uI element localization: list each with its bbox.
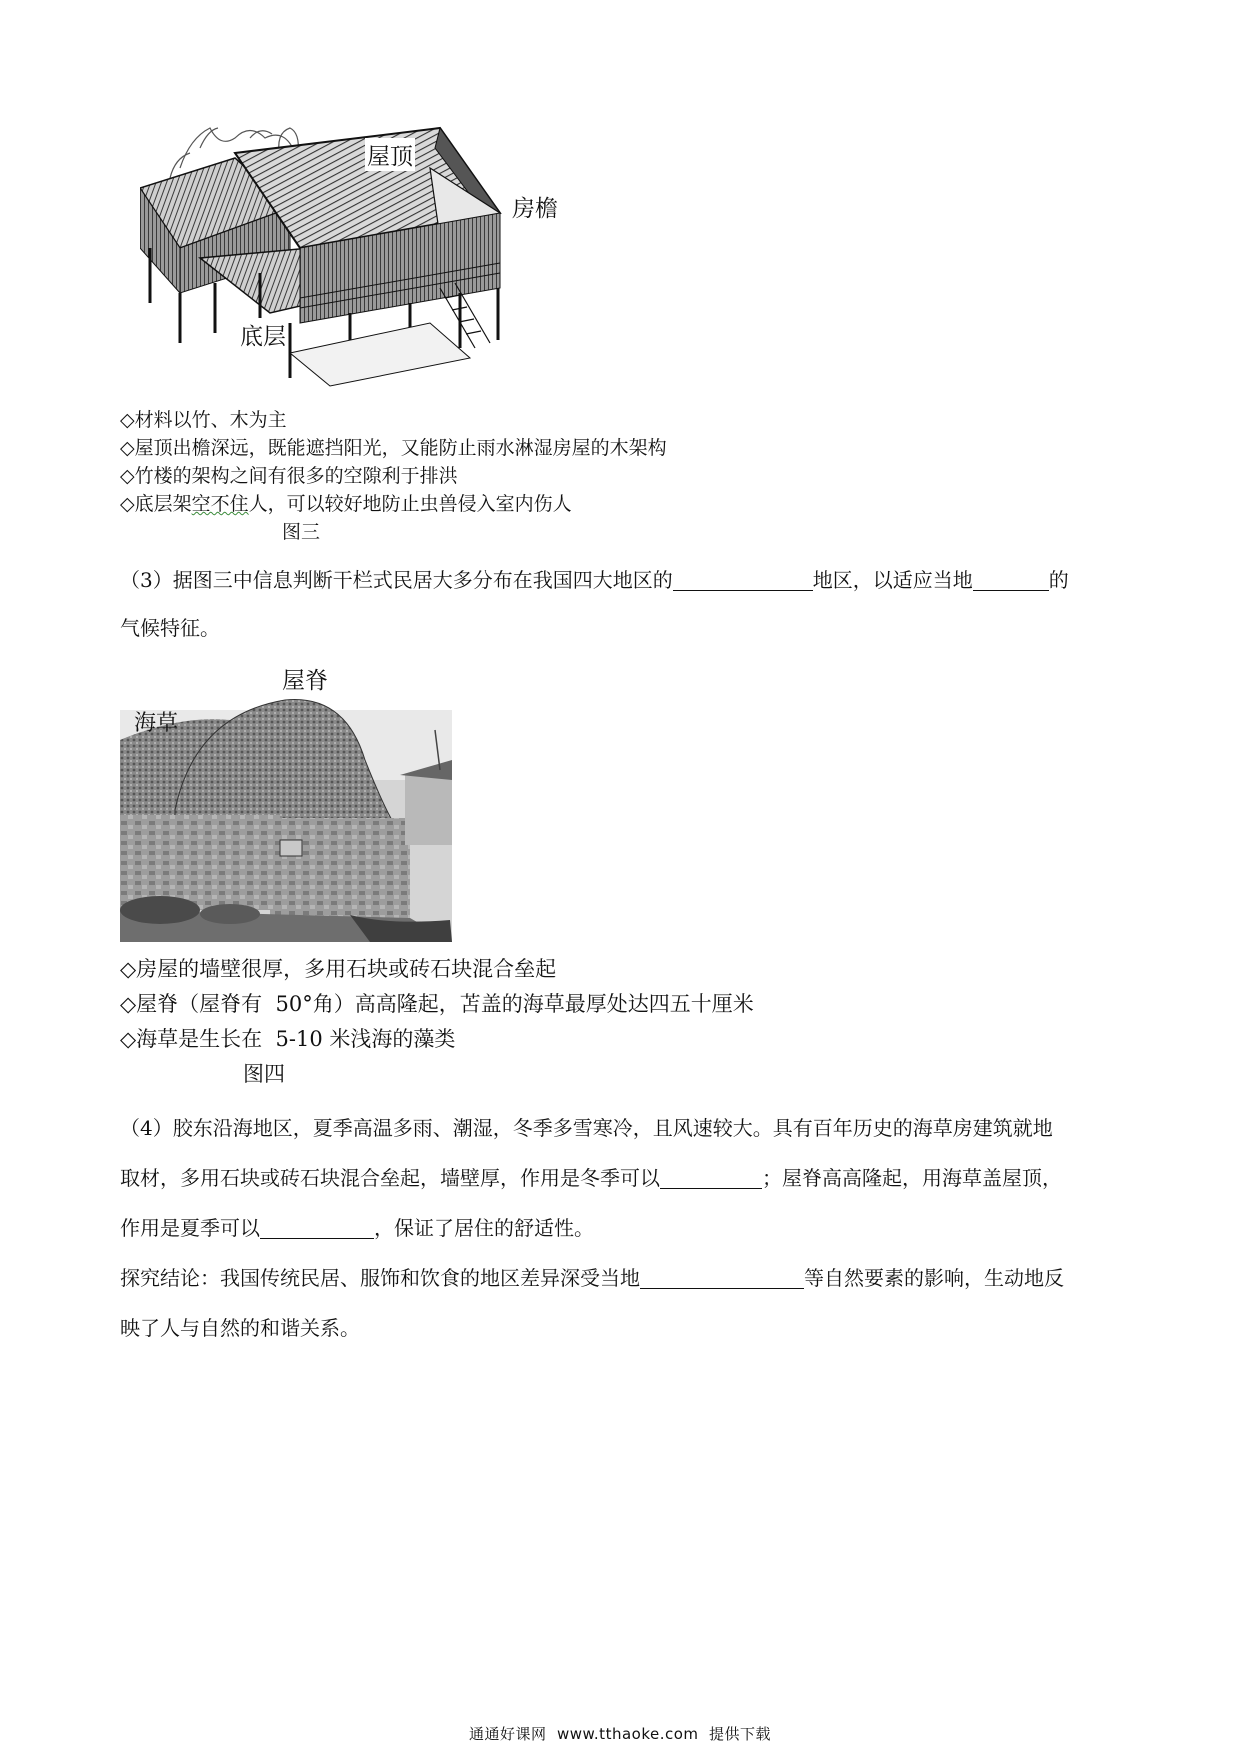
question-4-line-2 bbox=[120, 1154, 1062, 1202]
answer-blank-summer[interactable] bbox=[260, 1216, 374, 1239]
answer-blank-winter[interactable] bbox=[660, 1166, 762, 1189]
question-4-line-1: （4）胶东沿海地区，夏季高温多雨、潮湿，冬季多雪寒冷，且风速较大。具有百年历史的海草房建筑就地 bbox=[120, 1116, 1053, 1140]
figure-4-seaweed-house-image bbox=[120, 660, 460, 942]
label-ground-floor: 底层 bbox=[238, 318, 288, 351]
figure-3-caption: 图三 bbox=[282, 521, 321, 543]
conclusion-text-b: 等自然要素的影响，生动地反 bbox=[804, 1266, 1064, 1290]
question-4-text-b: ；屋脊高高隆起，用海草盖屋顶， bbox=[762, 1166, 1062, 1190]
page-footer: 通通好课网 www.tthaoke.com 提供下载 bbox=[468, 1725, 772, 1743]
label-ridge: 屋脊 bbox=[280, 662, 330, 695]
question-4-line-3 bbox=[120, 1204, 594, 1252]
conclusion-text-a: 探究结论：我国传统民居、服饰和饮食的地区差异深受当地 bbox=[120, 1266, 640, 1290]
label-roof: 屋顶 bbox=[365, 138, 415, 171]
question-3-line-1 bbox=[120, 556, 1069, 604]
figure-3-bullet-3: ◇竹楼的架构之间有很多的空隙利于排洪 bbox=[120, 465, 458, 487]
question-4-text-a: 取材，多用石块或砖石块混合垒起，墙壁厚，作用是冬季可以 bbox=[120, 1166, 660, 1190]
figure-4-bullet-1: ◇房屋的墙壁很厚，多用石块或砖石块混合垒起 bbox=[120, 957, 557, 981]
conclusion-line-1 bbox=[120, 1254, 1064, 1302]
question-3-line-2: 气候特征。 bbox=[120, 616, 220, 640]
figure-3-bullet-4 bbox=[120, 489, 572, 516]
stilt-house-illustration bbox=[140, 108, 580, 398]
question-3-text-a: （3）据图三中信息判断干栏式民居大多分布在我国四大地区的 bbox=[120, 568, 673, 592]
figure-4-caption: 图四 bbox=[243, 1062, 285, 1086]
figure-3-bullet-4-pre: ◇底层架 bbox=[120, 493, 192, 515]
question-3-text-b: 地区，以适应当地 bbox=[812, 568, 973, 592]
answer-blank-natural-factors[interactable] bbox=[640, 1266, 804, 1289]
figure-3-bullet-1: ◇材料以竹、木为主 bbox=[120, 409, 287, 431]
figure-4-bullet-2: ◇屋脊（屋脊有 50°角）高高隆起，苫盖的海草最厚处达四五十厘米 bbox=[120, 992, 754, 1016]
figure-3-stilt-house-image bbox=[140, 108, 580, 398]
seaweed-house-photo bbox=[120, 660, 460, 942]
answer-blank-region[interactable] bbox=[673, 568, 813, 591]
figure-3-bullet-2: ◇屋顶出檐深远，既能遮挡阳光，又能防止雨水淋湿房屋的木架构 bbox=[120, 437, 667, 459]
label-eave: 房檐 bbox=[510, 190, 560, 223]
conclusion-line-2: 映了人与自然的和谐关系。 bbox=[120, 1316, 360, 1340]
figure-4-bullet-3: ◇海草是生长在 5-10 米浅海的藻类 bbox=[120, 1027, 456, 1051]
question-4-text-c: 作用是夏季可以 bbox=[120, 1216, 260, 1240]
answer-blank-climate[interactable] bbox=[973, 568, 1049, 591]
figure-3-bullet-4-post: 人，可以较好地防止虫兽侵入室内伤人 bbox=[248, 493, 572, 515]
label-seaweed: 海草 bbox=[134, 711, 179, 736]
question-4-text-d: ，保证了居住的舒适性。 bbox=[374, 1216, 594, 1240]
figure-3-bullet-4-wavy: 空不住 bbox=[191, 493, 249, 515]
question-3-text-c: 的 bbox=[1048, 568, 1069, 592]
